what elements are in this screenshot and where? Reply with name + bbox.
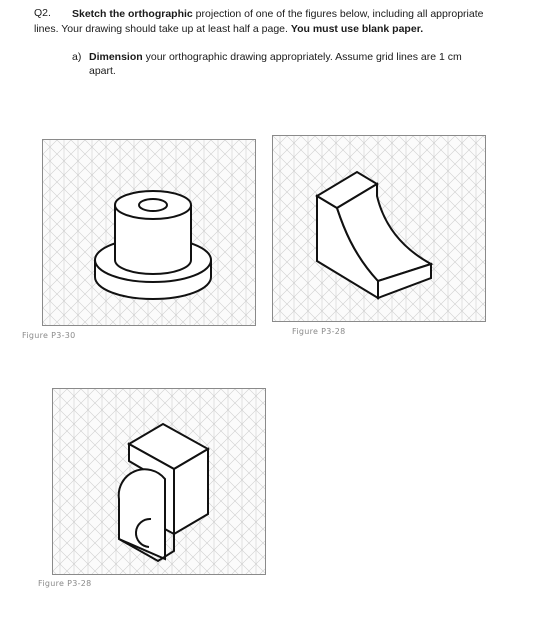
curved-wedge-block-drawing [273,136,485,321]
question-line-2 [34,22,423,36]
part-a-text: your orthographic drawing appropriately. Assume grid lines are 1 cm [142,51,462,63]
figure-3 [52,388,266,575]
figure-1-caption: Figure P3-30 [22,331,76,340]
figure-1 [42,139,256,326]
part-a-label: a) [72,51,82,63]
part-a-line-2: apart. [89,65,116,77]
arched-block-drawing [53,389,265,574]
figure-2 [272,135,486,322]
stepped-cylinder-drawing [43,140,255,325]
question-number: Q2. [34,7,51,19]
part-a-line-1 [89,51,462,63]
part-a-bold: Dimension [89,51,143,63]
question-line-1-text: projection of one of the figures below, including all appropriate [192,8,484,20]
question-line-1 [72,7,483,21]
question-line-1-bold: Sketch the orthographic [72,8,193,20]
question-line-2-bold: You must use blank paper. [290,23,424,35]
figure-3-caption: Figure P3-28 [38,579,92,588]
question-line-2-text: lines. Your drawing should take up at least half a page. [34,23,291,35]
figure-2-caption: Figure P3-28 [292,327,346,336]
